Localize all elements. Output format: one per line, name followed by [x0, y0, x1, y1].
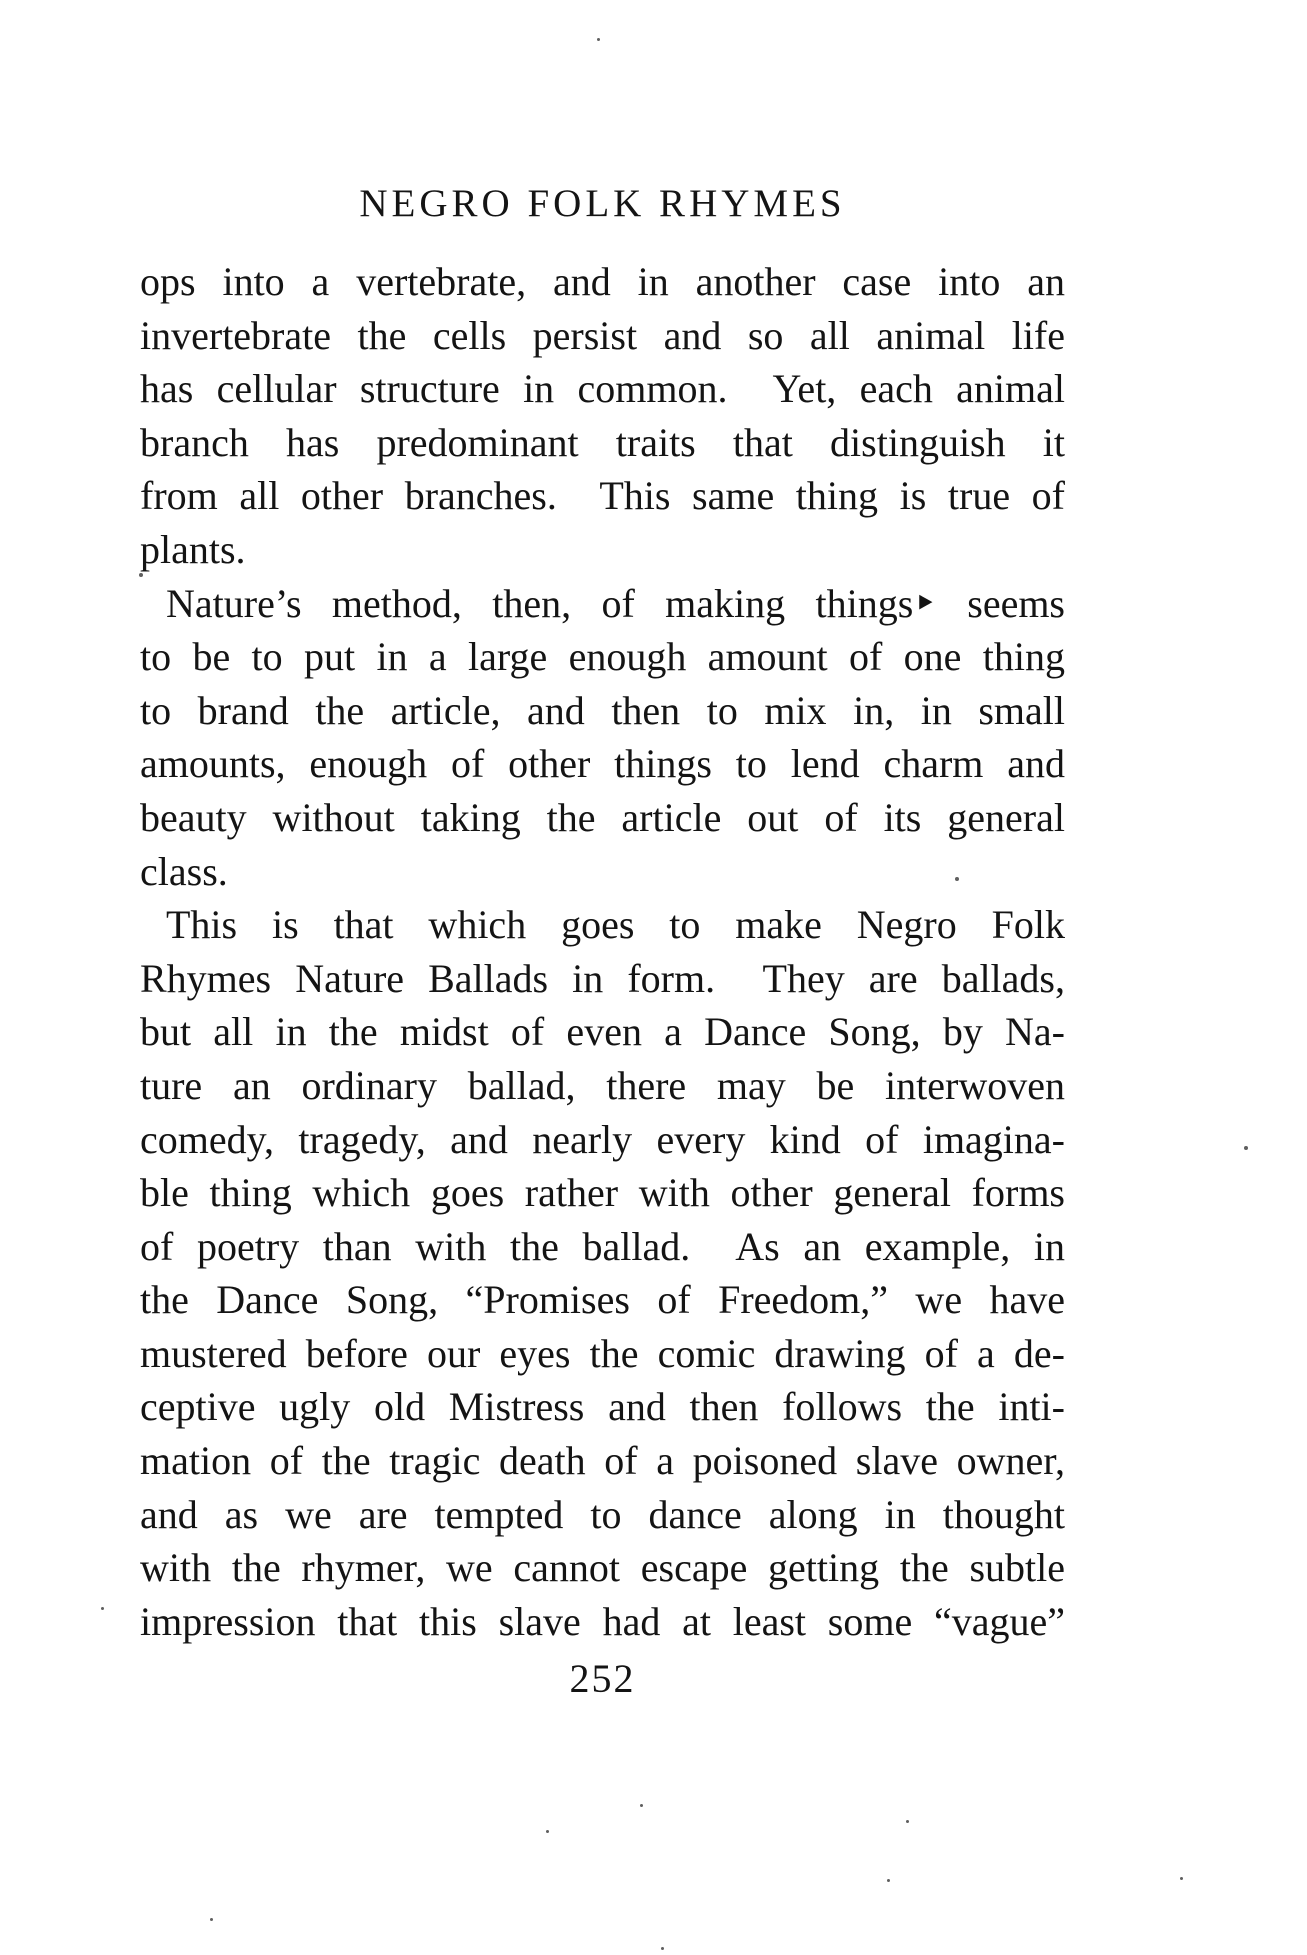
- text-line: plants.: [140, 526, 246, 572]
- text-line: ops into a vertebrate, and in another case into an: [140, 259, 1065, 304]
- text-line: invertebrate the cells persist and so all animal life: [140, 312, 1065, 358]
- text-line: ture an ordinary ballad, there may be interwoven: [140, 1062, 1065, 1108]
- running-header: NEGRO FOLK RHYMES: [359, 182, 846, 225]
- text-line: the Dance Song, “Promises of Freedom,” we have: [140, 1277, 1065, 1323]
- scan-speckle: [597, 38, 600, 41]
- scan-speckle: [661, 1947, 664, 1950]
- text-line: but all in the midst of even a Dance Song, by Na-: [140, 1009, 1065, 1055]
- text-line: of poetry than with the ballad. As an example, in: [140, 1223, 1065, 1269]
- text-line: Rhymes Nature Ballads in form. They are ballads,: [140, 955, 1065, 1001]
- text-line: amounts, enough of other things to lend charm and: [140, 741, 1065, 787]
- text-line: mustered before our eyes the comic drawing of a de-: [140, 1330, 1065, 1376]
- scan-speckle: [101, 1607, 104, 1610]
- scan-speckle: [139, 573, 143, 577]
- text-line: ceptive ugly old Mistress and then follows the inti-: [140, 1384, 1065, 1430]
- text-line: to be to put in a large enough amount of one thing: [140, 634, 1065, 680]
- text-line: and as we are tempted to dance along in thought: [140, 1491, 1065, 1537]
- scan-speckle: [546, 1830, 549, 1833]
- text-line: comedy, tragedy, and nearly every kind of imagina-: [140, 1116, 1065, 1162]
- text-line: mation of the tragic death of a poisoned slave owner,: [140, 1438, 1065, 1484]
- scan-speckle: [906, 1820, 909, 1823]
- text-line: class.: [140, 848, 228, 894]
- text-line: impression that this slave had at least some “vague”: [140, 1598, 1065, 1644]
- text-line: Nature’s method, then, of making things‣ seems: [166, 580, 1065, 626]
- scan-speckle: [1244, 1146, 1248, 1150]
- text-line: ble thing which goes rather with other general forms: [140, 1170, 1065, 1216]
- text-line: to brand the article, and then to mix in, in small: [140, 687, 1065, 733]
- scan-speckle: [955, 877, 959, 881]
- scan-speckle: [210, 1918, 213, 1921]
- text-line: from all other branches. This same thing is true of: [140, 473, 1065, 519]
- scan-speckle: [887, 1879, 890, 1882]
- text-line: has cellular structure in common. Yet, each animal: [140, 366, 1065, 412]
- text-line: beauty without taking the article out of its general: [140, 794, 1065, 840]
- body-text: [140, 255, 1065, 1648]
- text-line: branch has predominant traits that distinguish it: [140, 419, 1065, 465]
- text-line: with the rhymer, we cannot escape getting the subtle: [140, 1545, 1065, 1591]
- text-line: This is that which goes to make Negro Folk: [166, 902, 1065, 948]
- scan-speckle: [640, 1804, 643, 1807]
- page-number: 252: [569, 1656, 636, 1701]
- scan-speckle: [1180, 1877, 1183, 1880]
